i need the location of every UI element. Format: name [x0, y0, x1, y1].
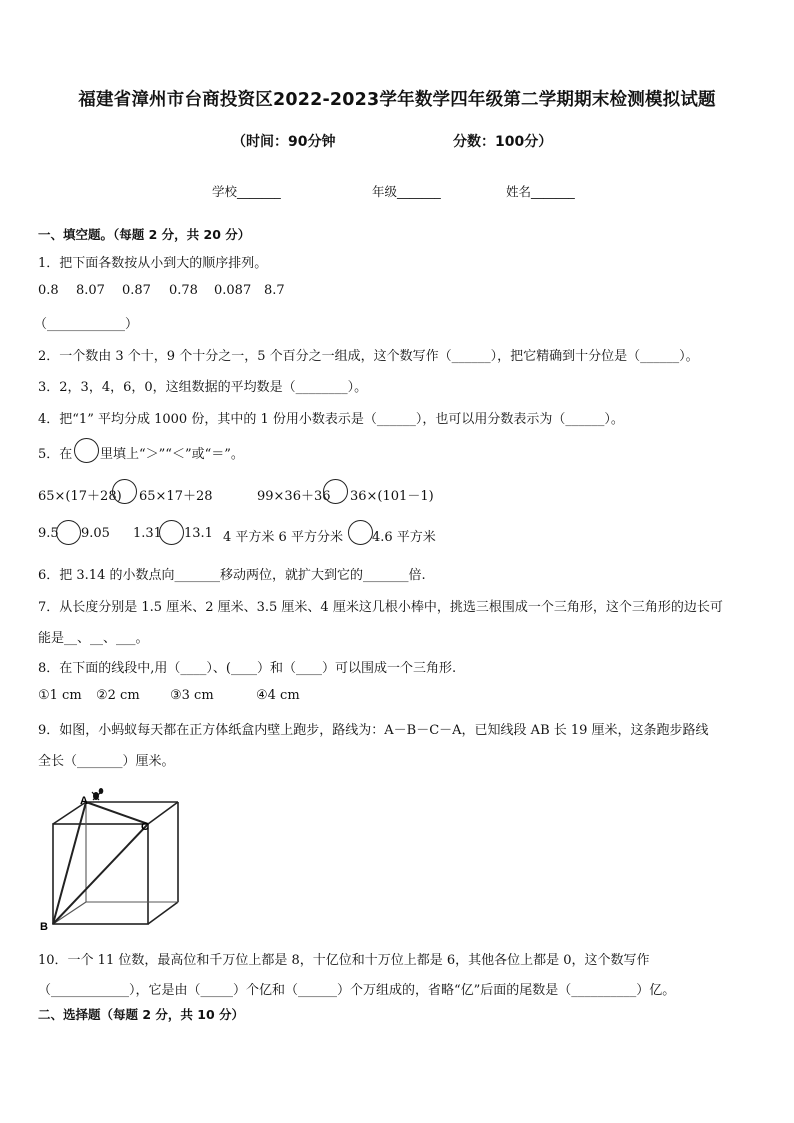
school-field: 学校_______ — [212, 184, 281, 199]
option-item: ④4 cm — [256, 688, 300, 703]
question-9-line1: 9．如图，小蚂蚁每天都在正方体纸盒内壁上跑步，路线为：A－B－C－A，已知线段 AB 长 19 厘米，这条跑步路线 — [38, 723, 709, 738]
option-item: ①1 cm — [38, 688, 82, 703]
expr-left: 1.31 — [133, 526, 162, 541]
question-10-line1: 10．一个 11 位数，最高位和千万位上都是 8，十亿位和十万位上都是 6，其他各位上都是 0，这个数写作 — [38, 953, 650, 968]
page-title: 福建省漳州市台商投资区2022-2023学年数学四年级第二学期期末检测模拟试题 — [78, 90, 716, 110]
compare-circle[interactable] — [323, 479, 348, 504]
expr-right: 36×(101－1) — [350, 489, 434, 504]
answer-blank-1[interactable]: （____________） — [34, 317, 139, 332]
expr-left: 99×36＋36 — [257, 489, 331, 504]
number-item: 8.07 — [76, 283, 105, 298]
compare-circle[interactable] — [159, 520, 184, 545]
expr-left: 4 平方米 6 平方分米 — [223, 530, 343, 545]
cube-label-b: B — [40, 921, 48, 932]
question-5-pre: 5．在 — [38, 447, 73, 462]
compare-circle-sample — [74, 438, 99, 463]
expr-right: 4.6 平方米 — [372, 530, 436, 545]
question-8: 8．在下面的线段中,用（____）、(____）和（____）可以围成一个三角形. — [38, 661, 457, 676]
number-item: 0.87 — [122, 283, 151, 298]
number-item: 0.78 — [169, 283, 198, 298]
question-5-post: 里填上“＞”“＜”或“＝”。 — [100, 447, 244, 462]
compare-circle[interactable] — [56, 520, 81, 545]
expr-right: 13.1 — [184, 526, 213, 541]
cube-figure — [38, 782, 188, 932]
number-item: 0.087 — [214, 283, 252, 298]
option-item: ②2 cm — [96, 688, 140, 703]
question-4: 4．把“1” 平均分成 1000 份，其中的 1 份用小数表示是（______），也可以用分数表示为（______）。 — [38, 412, 624, 427]
compare-circle[interactable] — [348, 520, 373, 545]
question-7-line1: 7．从长度分别是 1.5 厘米、2 厘米、3.5 厘米、4 厘米这几根小棒中，挑选三根围成一个三角形，这个三角形的边长可 — [38, 600, 723, 615]
number-item: 8.7 — [264, 283, 285, 298]
compare-circle[interactable] — [112, 479, 137, 504]
section2-title: 二、选择题（每题 2 分，共 10 分） — [38, 1007, 245, 1022]
expr-right: 9.05 — [81, 526, 110, 541]
question-1: 1．把下面各数按从小到大的顺序排列。 — [38, 256, 268, 271]
question-10-line2: （____________），它是由（_____）个亿和（______）个万组成的，省略“亿”后面的尾数是（__________）亿。 — [38, 983, 676, 998]
cube-label-c: C — [141, 821, 149, 833]
exam-time: （时间：90分钟 — [232, 134, 336, 150]
grade-field: 年级_______ — [372, 184, 441, 199]
exam-score: 分数：100分） — [453, 134, 553, 150]
question-6: 6．把 3.14 的小数点向_______移动两位，就扩大到它的_______倍. — [38, 568, 426, 583]
section1-title: 一、填空题。（每题 2 分，共 20 分） — [38, 227, 251, 242]
question-3: 3．2，3，4，6，0，这组数据的平均数是（________）。 — [38, 380, 368, 395]
question-7-line2: 能是__、__、___。 — [38, 631, 149, 646]
expr-left: 65×(17＋28) — [38, 489, 122, 504]
question-9-line2: 全长（_______）厘米。 — [38, 754, 175, 769]
number-item: 0.8 — [38, 283, 59, 298]
name-field: 姓名_______ — [506, 184, 575, 199]
question-2: 2．一个数由 3 个十，9 个十分之一，5 个百分之一组成，这个数写作（______），把它精确到十分位是（______）。 — [38, 349, 699, 364]
option-item: ③3 cm — [170, 688, 214, 703]
ant-icon — [92, 788, 103, 800]
expr-right: 65×17＋28 — [139, 489, 213, 504]
expr-left: 9.5 — [38, 526, 59, 541]
cube-label-a: A — [80, 795, 88, 807]
